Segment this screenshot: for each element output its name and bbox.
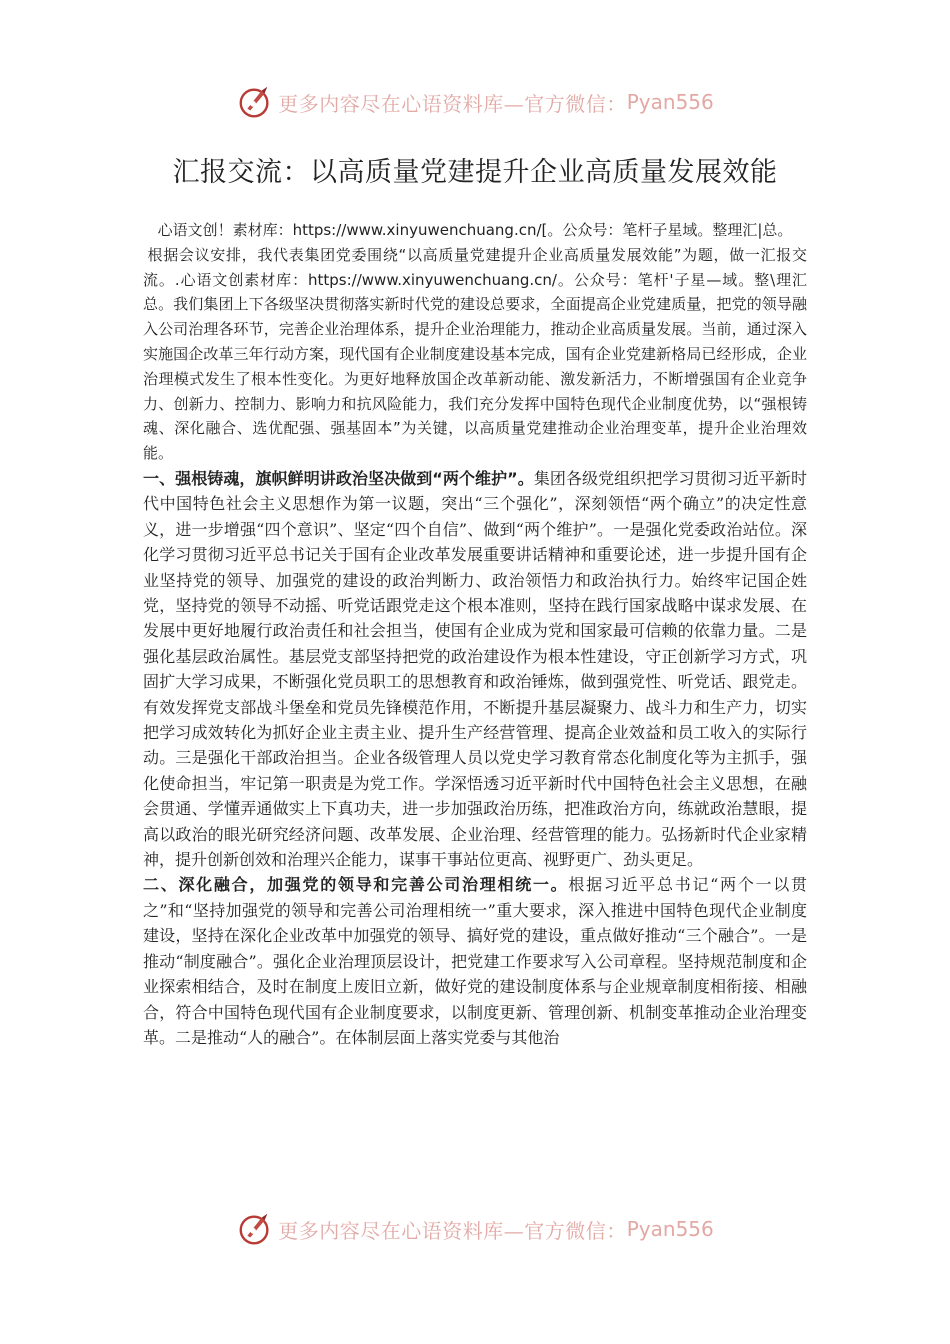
banner-text: 更多内容尽在心语资料库—官方微信： [278,1218,627,1243]
header-banner [0,82,950,122]
source-line: 心语文创！素材库：https://www.xinyuwenchuang.cn/[。公众号：笔杆子星域。整理汇|总。 [157,221,793,239]
section-2-heading: 二、深化融合，加强党的领导和完善公司治理相统一。 [143,875,569,895]
section-1-body: 集团各级党组织把学习贯彻习近平新时代中国特色社会主义思想作为第一议题，突出“三个强化”，深刻领悟“两个确立”的决定性意义，进一步增强“四个意识”、坚定“四个自信”、做到“两个维护”。一是强化党委政治站位。深化学习贯彻习近平总书记关于国有企业改革发展重要讲话精神和重要论述，进一步提升国有企业坚持党的领导、加强党的建设的政治判断力、政治领悟力和政治执行力。始终牢记国企姓党，坚持党的领导不动摇、听党话跟党走这个根本准则，坚持在践行国家战略中谋求发展、在发展中更好地履行政治责任和社会担当，使国有企业成为党和国家最可信赖的依靠力量。二是强化基层政治属性。基层党支部坚持把党的政治建设作为根本性建设，守正创新学习方式，巩固扩大学习成果，不断强化党员职工的思想教育和政治锤炼，做到强党性、听党话、跟党走。有效发挥党支部战斗堡垒和党员先锋模范作用，不断提升基层凝聚力、战斗力和生产力，切实把学习成效转化为抓好企业主责主业、提升生产经营管理、提高企业效益和员工收入的实际行动。三是强化干部政治担当。企业各级管理人员以党史学习教育常态化制度化等为主抓手，强化使命担当，牢记第一职责是为党工作。学深悟透习近平新时代中国特色社会主义思想，在融会贯通、学懂弄通做实上下真功夫，进一步加强政治历练，把准政治方向，练就政治慧眼，提高以政治的眼光研究经济问题、改革发展、企业治理、经营管理的能力。弘扬新时代企业家精神，提升创新创效和治理兴企能力，谋事干事站位更高、视野更广、劲头更足。 [143,468,807,870]
logo-icon [236,1210,274,1248]
document-body [143,218,807,1050]
banner-wechat-id: Pyan556 [626,90,714,114]
section-2 [143,872,807,1050]
footer-banner [0,1209,950,1249]
section-1 [143,466,807,873]
intro-paragraph: 根据会议安排，我代表集团党委围绕“以高质量党建提升企业高质量发展效能”为题，做一汇报交流。.心语文创素材库：https://www.xinyuwenchuang.cn/。公众号：笔杆'子星—域。整\理汇总。我们集团上下各级坚决贯彻落实新时代党的建设总要求，全面提高企业党建质量，把党的领导融入公司治理各环节，完善企业治理体系，提升企业治理能力，推动企业高质量发展。当前，通过深入实施国企改革三年行动方案，现代国有企业制度建设基本完成，国有企业党建新格局已经形成，企业治理模式发生了根本性变化。为更好地释放国企改革新动能、激发新活力，不断增强国有企业竞争力、创新力、控制力、影响力和抗风险能力，我们充分发挥中国特色现代企业制度优势，以“强根铸魂、深化融合、选优配强、强基固本”为关键，以高质量党建推动企业治理变革，提升企业治理效能。 [143,245,807,463]
document-title: 汇报交流：以高质量党建提升企业高质量发展效能 [172,157,778,188]
banner-text: 更多内容尽在心语资料库—官方微信： [278,91,627,116]
section-1-heading: 一、强根铸魂，旗帜鲜明讲政治坚决做到“两个维护”。 [143,468,534,488]
section-2-body: 根据习近平总书记“两个一以贯之”和“坚持加强党的领导和完善公司治理相统一”重大要求，深入推进中国特色现代企业制度建设，坚持在深化企业改革中加强党的领导、搞好党的建设，重点做好推动“三个融合”。一是推动“制度融合”。强化企业治理顶层设计，把党建工作要求写入公司章程。坚持规范制度和企业探索相结合，及时在制度上废旧立新，做好党的建设制度体系与企业规章制度相衔接、相融合，符合中国特色现代国有企业制度要求，以制度更新、管理创新、机制变革推动企业治理变革。二是推动“人的融合”。在体制层面上落实党委与其他治 [143,875,807,1047]
logo-icon [236,83,274,121]
banner-wechat-id: Pyan556 [626,1217,714,1241]
